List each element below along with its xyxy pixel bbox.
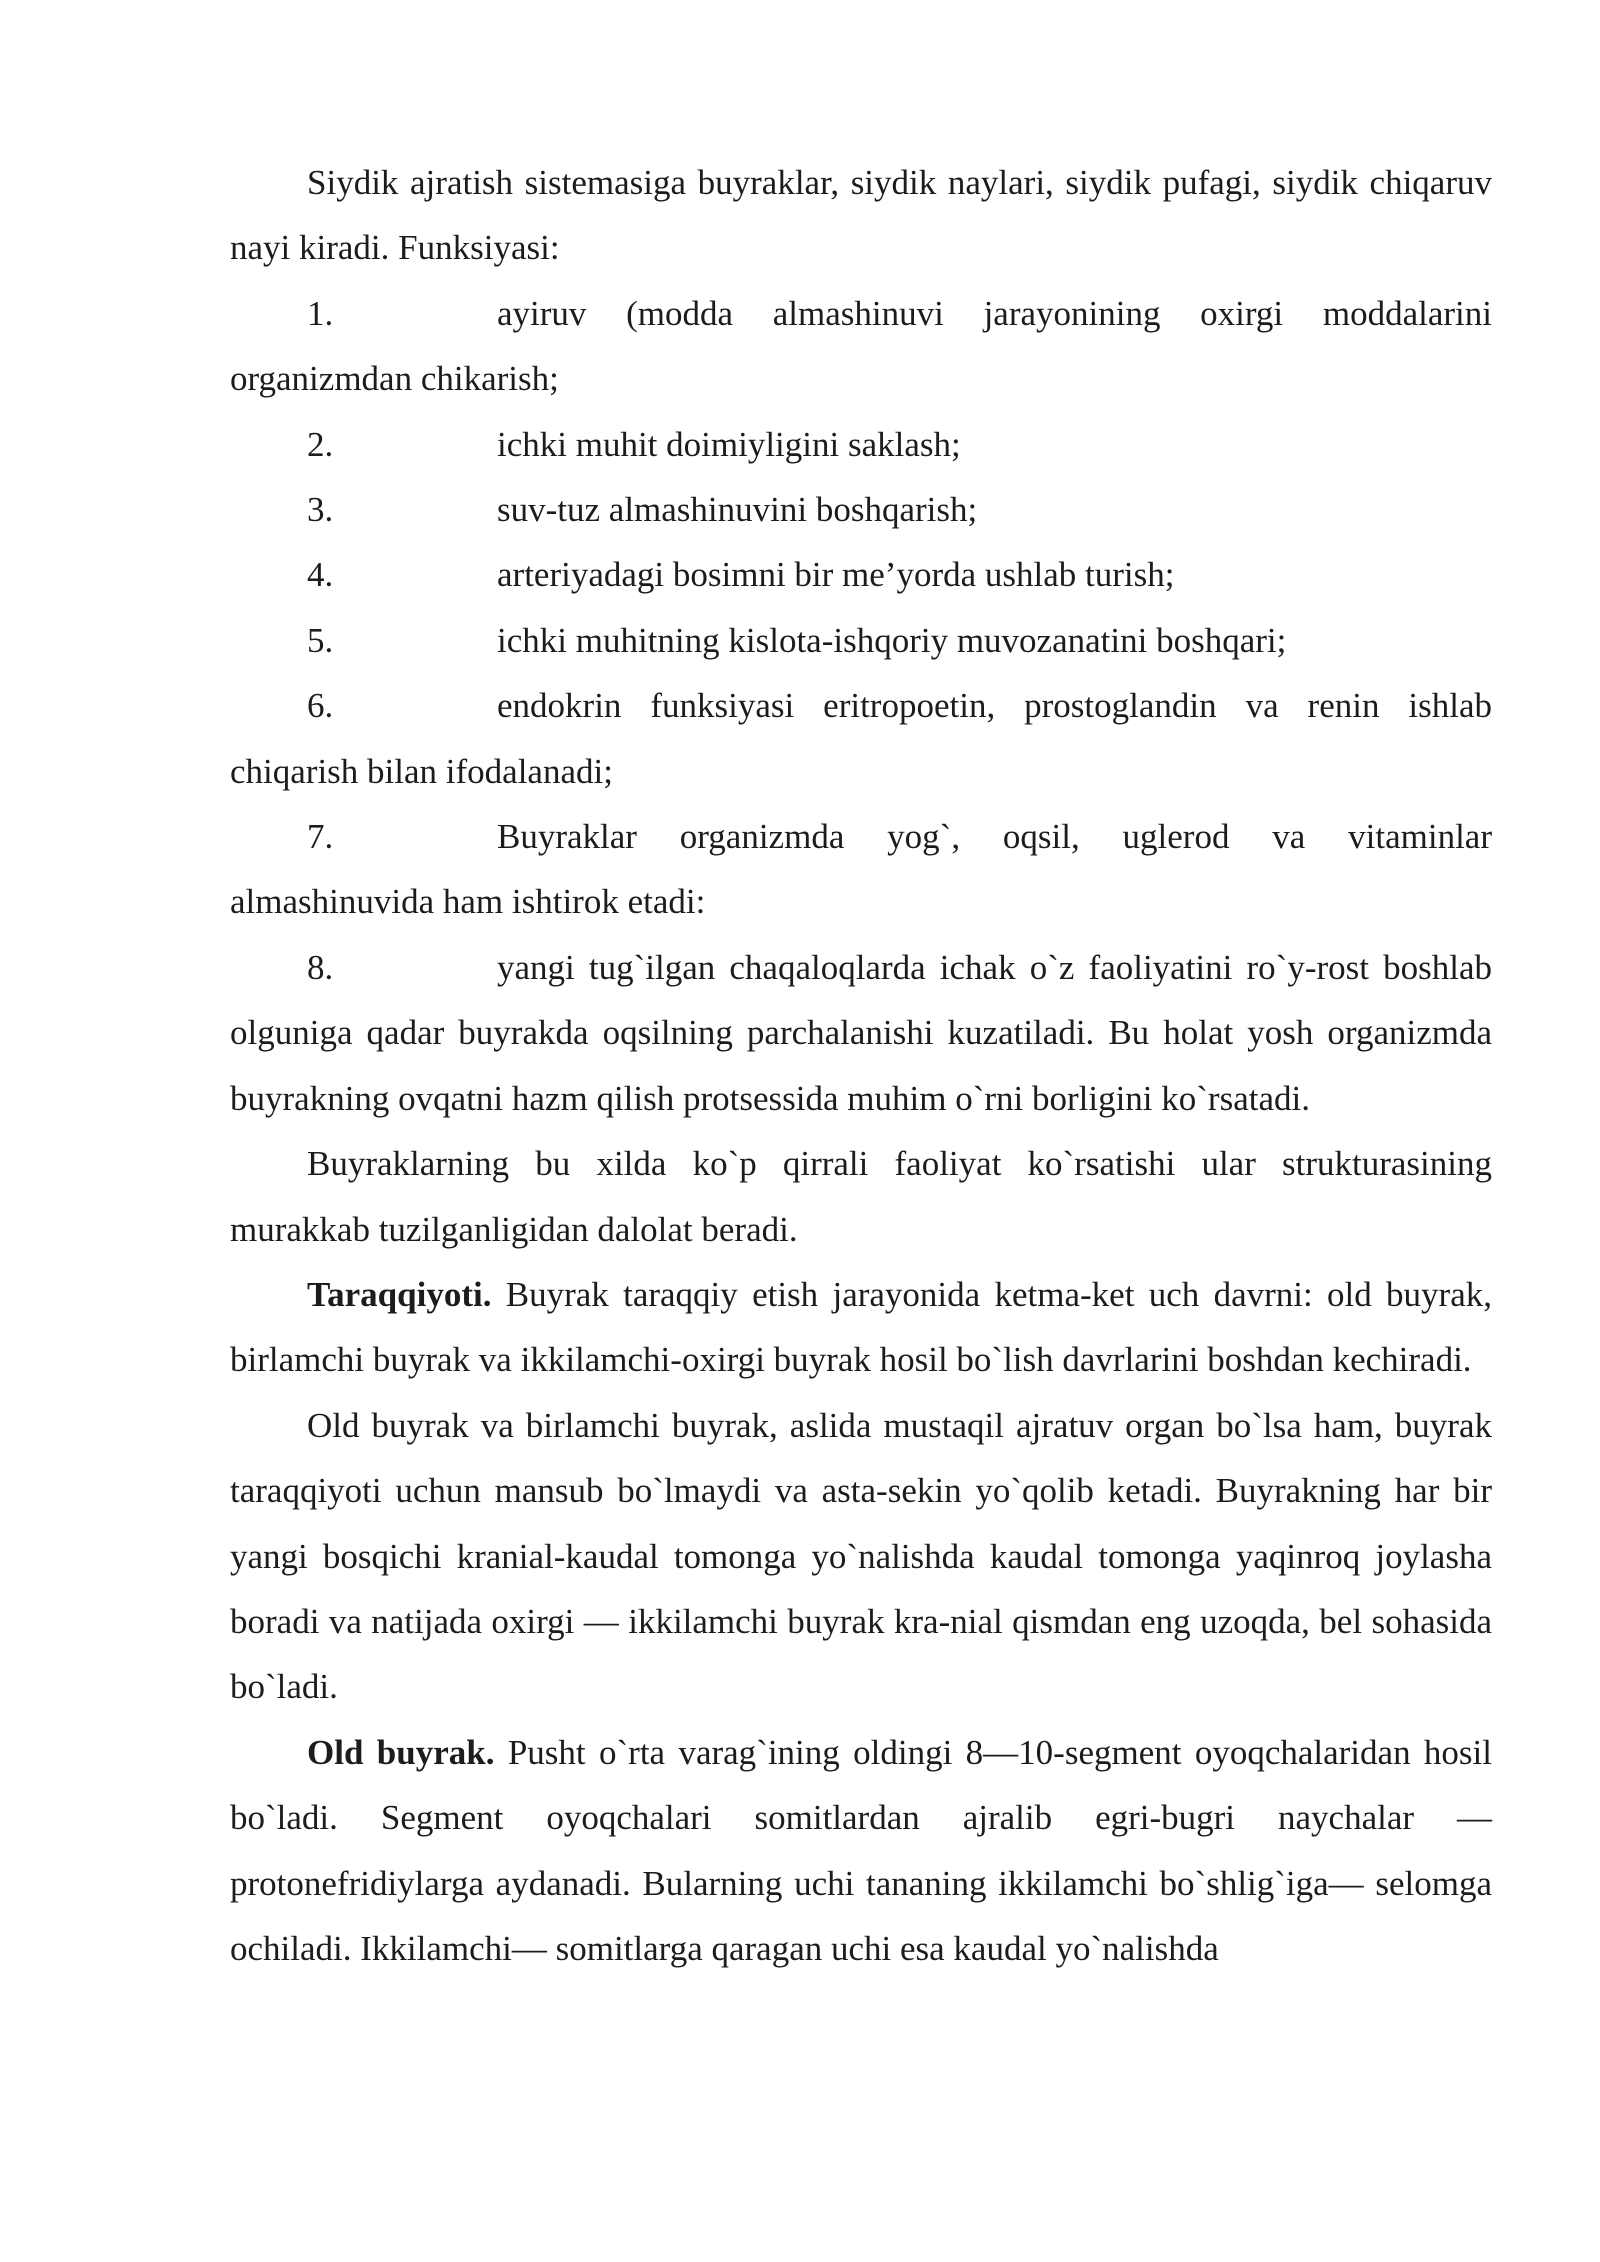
old-kidney-heading: Old buyrak. [307,1732,495,1772]
old-and-primary-paragraph: Old buyrak va birlamchi buyrak, aslida mustaqil ajratuv organ bo`lsa ham, buyrak taraqqiyoti uchun mansub bo`lmaydi va asta-sekin yo`qolib ketadi. Buyrakning har bir yangi bosqichi kranial-kaudal tomonga yo`nalishda kaudal tomonga yaqinroq joylasha boradi va natijada oxirgi — ikkilamchi buyrak kra-nial qismdan eng uzoqda, bel sohasida bo`ladi. [230,1405,1492,1707]
development-text: Buyrak taraqqiy etish jarayonida ketma-ket uch davrni: old buyrak, birlamchi buyrak va ikkilamchi-oxirgi buyrak hosil bo`lish davrlarini boshdan kechiradi. [230,1274,1492,1380]
document-body [230,150,1492,1981]
summary-paragraph: Buyraklarning bu xilda ko`p qirrali faoliyat ko`rsatishi ular strukturasining murakkab tuzilganligidan dalolat beradi. [230,1144,1492,1249]
function-item-8 [230,935,1492,1131]
function-item-7 [230,804,1492,935]
list-number: 6. [307,686,334,726]
function-item-2 [230,412,1492,477]
old-kidney-text: Pusht o`rta varag`ining oldingi 8—10-segment oyoqchalaridan hosil bo`ladi. Segment oyoqchalari somitlardan ajralib egri-bugri naychalar — protonefridiylarga aydanadi. Bularning uchi tananing ikkilamchi bo`shlig`iga— selomga ochiladi. Ikkilamchi— somitlarga qaragan uchi esa kaudal yo`nalishda [230,1732,1492,1968]
function-item-4 [230,542,1492,607]
list-number: 5. [307,620,334,660]
list-text: endokrin funksiyasi eritropoetin, prostoglandin va renin ishlab chiqarish bilan ifodalanadi; [230,686,1492,791]
list-text: ichki muhitning kislota-ishqoriy muvozanatini boshqari; [497,620,1287,660]
list-number: 1. [307,293,334,333]
list-text: ayiruv (modda almashinuvi jarayonining oxirgi moddalarini organizmdan chikarish; [230,293,1492,399]
development-heading: Taraqqiyoti. [307,1274,492,1314]
function-item-1 [230,281,1492,412]
list-text: suv-tuz almashinuvini boshqarish; [497,490,978,530]
list-text: arteriyadagi bosimni bir me’yorda ushlab turish; [497,555,1175,595]
list-text: Buyraklar organizmda yog`, oqsil, uglerod va vitaminlar almashinuvida ham ishtirok etadi: [230,817,1492,922]
list-number: 2. [307,424,334,464]
list-number: 8. [307,947,334,987]
list-number: 4. [307,555,334,595]
list-number: 7. [307,817,334,857]
function-item-3 [230,477,1492,542]
list-text: ichki muhit doimiyligini saklash; [497,424,961,464]
intro-paragraph: Siydik ajratish sistemasiga buyraklar, siydik naylari, siydik pufagi, siydik chiqaruv nayi kiradi. Funksiyasi: [230,163,1492,268]
list-number: 3. [307,490,334,530]
function-item-5 [230,608,1492,673]
list-text: yangi tug`ilgan chaqaloqlarda ichak o`z faoliyatini ro`y-rost boshlab olguniga qadar buyrakda oqsilning parchalanishi kuzatiladi. Bu holat yosh organizmda buyrakning ovqatni hazm qilish protsessida muhim o`rni borligini ko`rsatadi. [230,947,1492,1118]
development-paragraph [230,1262,1492,1393]
function-item-6 [230,673,1492,804]
old-kidney-paragraph [230,1720,1492,1982]
